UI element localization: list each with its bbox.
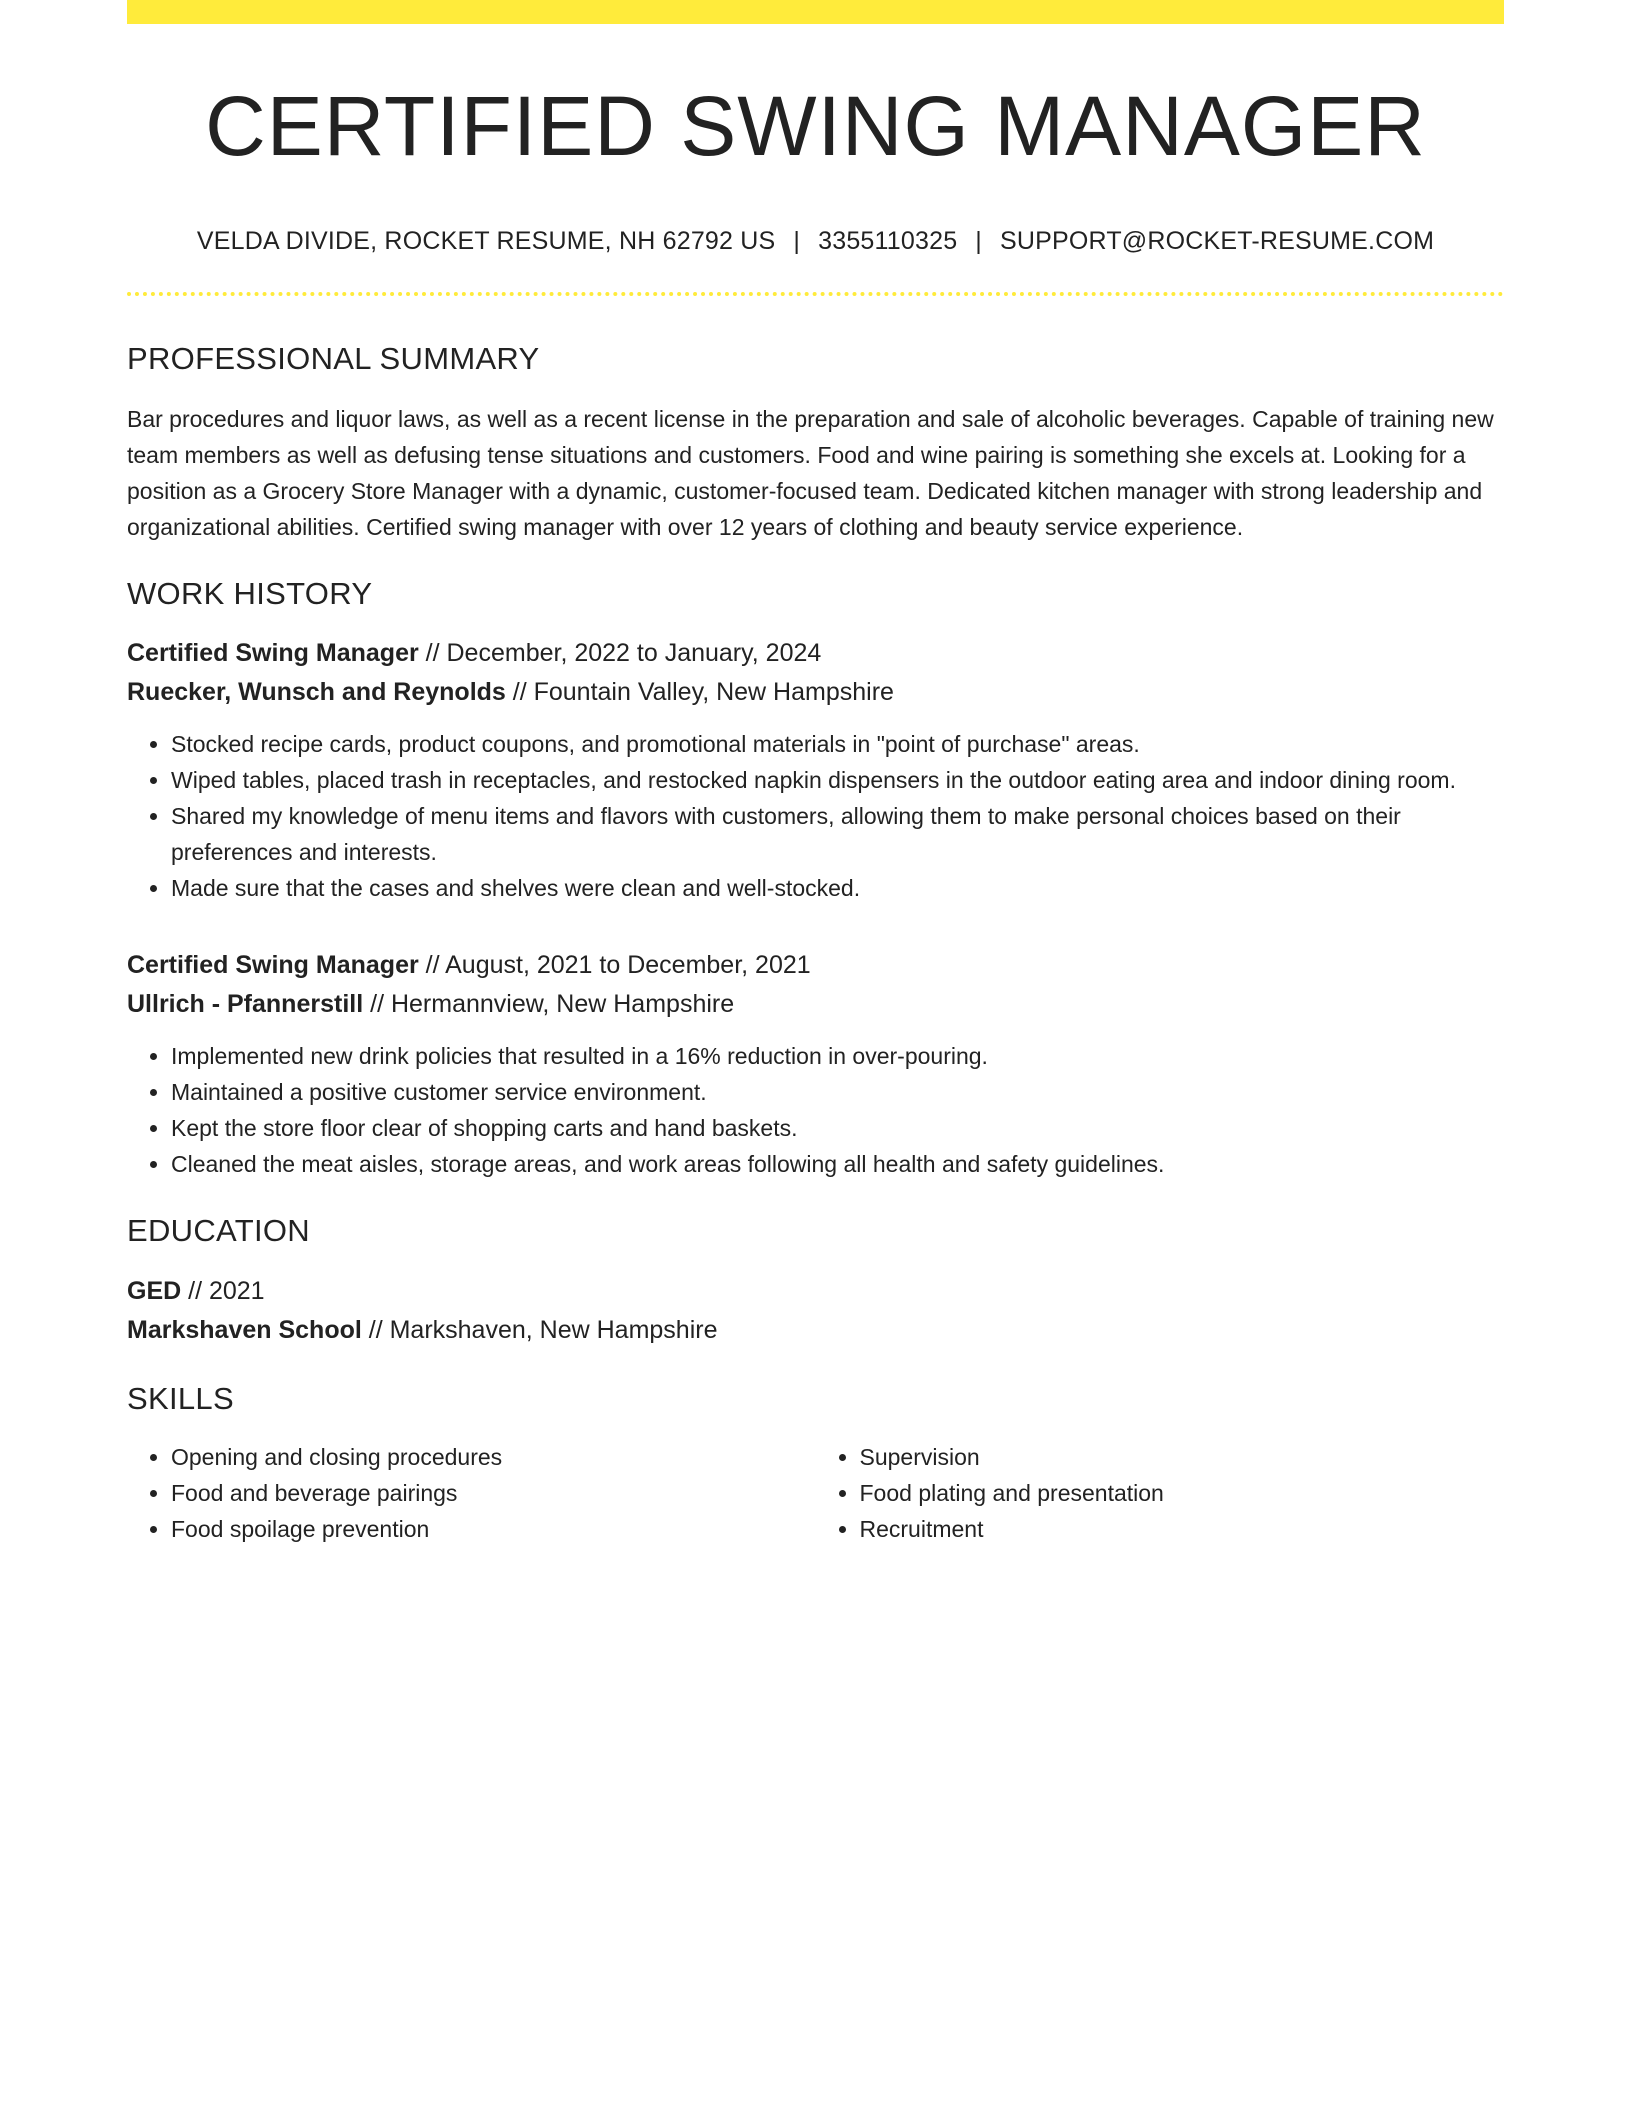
- job-dates: // August, 2021 to December, 2021: [418, 951, 811, 980]
- education-heading: EDUCATION: [127, 1213, 310, 1249]
- job-title: Certified Swing Manager: [127, 639, 419, 668]
- skills-column-left: [127, 1439, 816, 1547]
- job-location: // Fountain Valley, New Hampshire: [505, 678, 894, 707]
- list-item: • Wiped tables, placed trash in receptacles, and restocked napkin dispensers in the outdoor eating area and indoor dining room.: [171, 762, 1504, 798]
- education-degree-line: [127, 1272, 1504, 1311]
- job-location: // Hermannview, New Hampshire: [363, 990, 735, 1019]
- work-history-heading: WORK HISTORY: [127, 576, 373, 612]
- skills-list-left: [127, 1439, 816, 1547]
- summary-heading: PROFESSIONAL SUMMARY: [127, 341, 540, 376]
- list-item: • Recruitment: [860, 1511, 1505, 1547]
- job-entry: [127, 634, 1504, 906]
- job-company-line: [127, 985, 1504, 1024]
- contact-separator: |: [975, 227, 982, 255]
- skills-list-right: [816, 1439, 1505, 1547]
- resume-title: CERTIFIED SWING MANAGER: [205, 79, 1426, 173]
- contact-email: SUPPORT@ROCKET-RESUME.COM: [1000, 227, 1435, 255]
- job-title-line: [127, 634, 1504, 673]
- education-location: // Markshaven, New Hampshire: [361, 1315, 718, 1344]
- list-item: • Food and beverage pairings: [171, 1475, 816, 1511]
- education-school-line: [127, 1311, 1504, 1350]
- skills-columns: [127, 1439, 1504, 1547]
- list-item: • Stocked recipe cards, product coupons, and promotional materials in "point of purchase" areas.: [171, 726, 1504, 762]
- list-item: • Kept the store floor clear of shopping carts and hand baskets.: [171, 1110, 1504, 1146]
- list-item: • Food plating and presentation: [860, 1475, 1505, 1511]
- contact-address: VELDA DIVIDE, ROCKET RESUME, NH 62792 US: [196, 227, 776, 255]
- contact-separator: |: [793, 227, 801, 255]
- job-company-line: [127, 673, 1504, 712]
- job-dates: // December, 2022 to January, 2024: [418, 639, 822, 668]
- job-title-line: [127, 946, 1504, 985]
- contact-phone: 3355110325: [818, 227, 958, 255]
- list-item: • Maintained a positive customer service environment.: [171, 1074, 1504, 1110]
- education-year: // 2021: [181, 1276, 265, 1305]
- list-item: • Supervision: [860, 1439, 1505, 1475]
- resume-page: [127, 0, 1504, 1547]
- summary-text: Bar procedures and liquor laws, as well as a recent license in the preparation and sale of alcoholic beverages. Capable of training new team members as well as defusing tense situations and customers. Food and wine pairing is something she excels at. Looking for a position as a Grocery Store Manager with a dynamic, customer-focused team. Dedicated kitchen manager with strong leadership and organizational abilities. Certified swing manager with over 12 years of clothing and beauty service experience.: [127, 406, 1494, 541]
- education-school: Markshaven School: [127, 1315, 362, 1344]
- job-entry: [127, 946, 1504, 1182]
- contact-line: [127, 226, 1504, 256]
- job-company: Ruecker, Wunsch and Reynolds: [127, 678, 506, 707]
- list-item: • Opening and closing procedures: [171, 1439, 816, 1475]
- job-title: Certified Swing Manager: [127, 951, 419, 980]
- skills-column-right: [816, 1439, 1505, 1547]
- job-bullets: [127, 726, 1504, 906]
- job-company: Ullrich - Pfannerstill: [127, 990, 364, 1019]
- list-item: • Cleaned the meat aisles, storage areas, and work areas following all health and safety guidelines.: [171, 1146, 1504, 1182]
- list-item: • Implemented new drink policies that resulted in a 16% reduction in over-pouring.: [171, 1038, 1504, 1074]
- skills-heading: SKILLS: [127, 1380, 234, 1416]
- job-bullets: [127, 1038, 1504, 1182]
- education-degree: GED: [127, 1276, 182, 1305]
- list-item: • Shared my knowledge of menu items and flavors with customers, allowing them to make personal choices based on their preferences and interests.: [171, 798, 1504, 870]
- top-accent-bar: [127, 0, 1504, 24]
- list-item: • Food spoilage prevention: [171, 1511, 816, 1547]
- dotted-divider: [127, 292, 1504, 296]
- list-item: • Made sure that the cases and shelves were clean and well-stocked.: [171, 870, 1504, 906]
